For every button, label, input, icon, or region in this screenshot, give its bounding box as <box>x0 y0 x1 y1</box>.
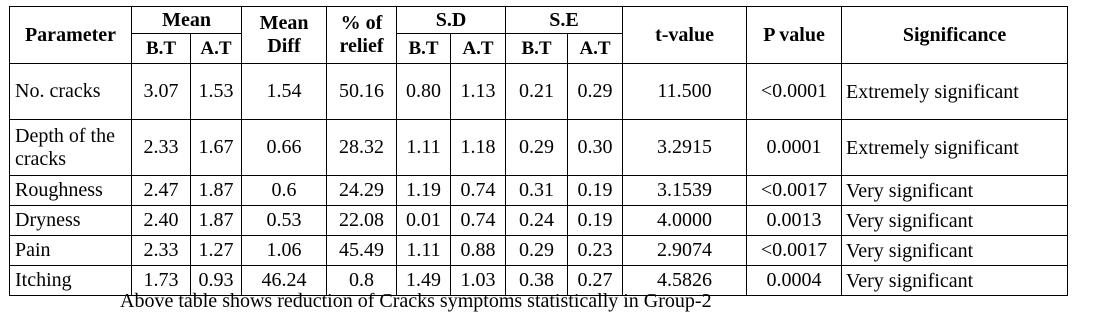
header-se-bt: B.T <box>506 34 568 64</box>
table-row <box>10 64 1068 120</box>
cell-sd-at: 0.88 <box>451 236 506 266</box>
cell-sd-bt: 0.01 <box>397 206 451 236</box>
cell-t-value: 4.0000 <box>623 206 747 236</box>
cell-mean-at: 1.87 <box>191 176 242 206</box>
cell-se-bt: 0.31 <box>506 176 568 206</box>
cell-relief: 24.29 <box>327 176 397 206</box>
cell-parameter: No. cracks <box>10 64 132 120</box>
cell-p-value: 0.0013 <box>747 206 842 236</box>
cell-relief: 22.08 <box>327 206 397 236</box>
header-se-at: A.T <box>568 34 623 64</box>
header-sd: S.D <box>397 7 506 34</box>
cell-sd-bt: 0.80 <box>397 64 451 120</box>
table-row <box>10 176 1068 206</box>
cell-sd-bt: 1.11 <box>397 236 451 266</box>
cell-mean-at: 1.53 <box>191 64 242 120</box>
cell-mean-diff: 46.24 <box>242 266 327 296</box>
header-mean: Mean <box>132 7 242 34</box>
table-caption: Above table shows reduction of Cracks symptoms statistically in Group-2 <box>120 290 712 312</box>
header-mean-bt: B.T <box>132 34 191 64</box>
cell-parameter: Dryness <box>10 206 132 236</box>
cell-sd-at: 1.03 <box>451 266 506 296</box>
cell-se-bt: 0.21 <box>506 64 568 120</box>
header-parameter: Parameter <box>10 7 132 64</box>
cell-se-at: 0.23 <box>568 236 623 266</box>
cell-sd-at: 1.18 <box>451 120 506 176</box>
cell-se-at: 0.30 <box>568 120 623 176</box>
table-row <box>10 206 1068 236</box>
cell-sd-at: 1.13 <box>451 64 506 120</box>
cell-mean-diff: 0.6 <box>242 176 327 206</box>
cell-mean-at: 1.87 <box>191 206 242 236</box>
cell-relief: 28.32 <box>327 120 397 176</box>
cell-t-value: 4.5826 <box>623 266 747 296</box>
header-t-value: t-value <box>623 7 747 64</box>
cell-mean-at: 1.67 <box>191 120 242 176</box>
cell-p-value: <0.0001 <box>747 64 842 120</box>
cell-mean-bt: 1.73 <box>132 266 191 296</box>
header-mean-diff: Mean Diff <box>242 7 327 64</box>
cell-t-value: 3.1539 <box>623 176 747 206</box>
cell-relief: 45.49 <box>327 236 397 266</box>
cell-significance: Very significant <box>842 266 1068 296</box>
cell-mean-bt: 2.47 <box>132 176 191 206</box>
cell-p-value: 0.0001 <box>747 120 842 176</box>
cell-parameter: Itching <box>10 266 132 296</box>
table-row <box>10 236 1068 266</box>
cell-relief: 0.8 <box>327 266 397 296</box>
cell-significance: Very significant <box>842 236 1068 266</box>
table-row <box>10 120 1068 176</box>
cell-mean-diff: 0.53 <box>242 206 327 236</box>
cell-se-bt: 0.24 <box>506 206 568 236</box>
cell-mean-bt: 2.40 <box>132 206 191 236</box>
cell-se-bt: 0.29 <box>506 120 568 176</box>
header-percent-relief: % of relief <box>327 7 397 64</box>
results-table <box>9 6 1068 296</box>
header-sd-bt: B.T <box>397 34 451 64</box>
cell-parameter: Roughness <box>10 176 132 206</box>
cell-se-bt: 0.29 <box>506 236 568 266</box>
cell-t-value: 11.500 <box>623 64 747 120</box>
header-sd-at: A.T <box>451 34 506 64</box>
cell-mean-bt: 2.33 <box>132 120 191 176</box>
cell-mean-diff: 0.66 <box>242 120 327 176</box>
cell-p-value: 0.0004 <box>747 266 842 296</box>
cell-parameter: Depth of the cracks <box>10 120 132 176</box>
header-p-value: P value <box>747 7 842 64</box>
cell-mean-diff: 1.54 <box>242 64 327 120</box>
cell-se-at: 0.19 <box>568 206 623 236</box>
cell-se-at: 0.27 <box>568 266 623 296</box>
cell-p-value: <0.0017 <box>747 176 842 206</box>
header-significance: Significance <box>842 7 1068 64</box>
cell-sd-bt: 1.49 <box>397 266 451 296</box>
header-mean-at: A.T <box>191 34 242 64</box>
header-se: S.E <box>506 7 623 34</box>
cell-parameter: Pain <box>10 236 132 266</box>
cell-mean-at: 0.93 <box>191 266 242 296</box>
cell-t-value: 2.9074 <box>623 236 747 266</box>
cell-sd-bt: 1.19 <box>397 176 451 206</box>
cell-mean-bt: 2.33 <box>132 236 191 266</box>
cell-significance: Very significant <box>842 206 1068 236</box>
cell-se-at: 0.19 <box>568 176 623 206</box>
cell-mean-at: 1.27 <box>191 236 242 266</box>
cell-se-bt: 0.38 <box>506 266 568 296</box>
cell-mean-diff: 1.06 <box>242 236 327 266</box>
cell-significance: Extremely significant <box>842 120 1068 176</box>
cell-se-at: 0.29 <box>568 64 623 120</box>
cell-relief: 50.16 <box>327 64 397 120</box>
cell-sd-bt: 1.11 <box>397 120 451 176</box>
cell-significance: Very significant <box>842 176 1068 206</box>
cell-t-value: 3.2915 <box>623 120 747 176</box>
cell-mean-bt: 3.07 <box>132 64 191 120</box>
cell-sd-at: 0.74 <box>451 206 506 236</box>
cell-p-value: <0.0017 <box>747 236 842 266</box>
cell-sd-at: 0.74 <box>451 176 506 206</box>
cell-significance: Extremely significant <box>842 64 1068 120</box>
